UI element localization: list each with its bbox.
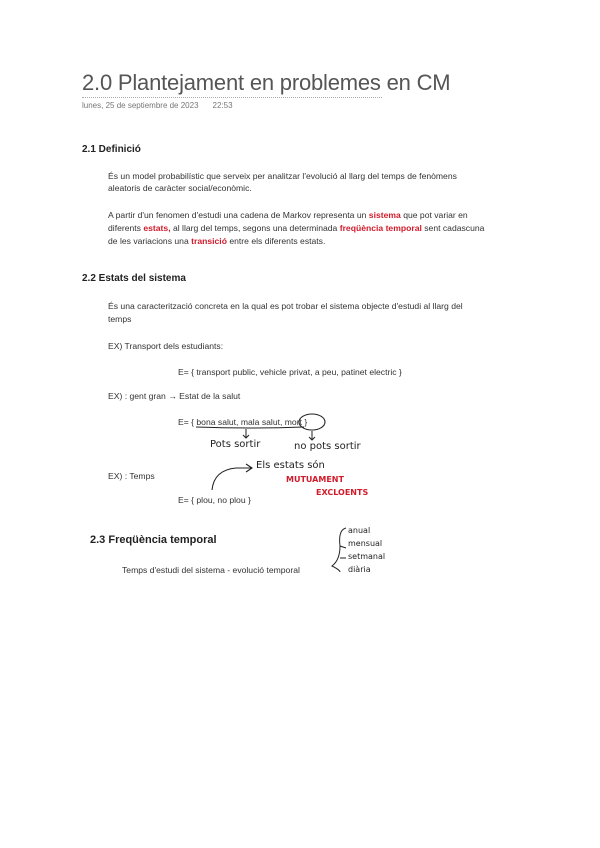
handwritten-estats-son: Els estats són (256, 460, 325, 471)
s21-p2-text: al llarg del temps, segons una determinada (170, 223, 340, 233)
example-2-label: EX) : gent gran → Estat de la salut (108, 391, 241, 401)
handwritten-mensual: mensual (348, 539, 383, 548)
keyword-transicio: transició (191, 236, 227, 246)
section-2-1-heading: 2.1 Definició (82, 144, 141, 155)
s21-line1: És un model probabilístic que serveix per analitzar l'evolució al llarg del temps de fenòmens (108, 171, 457, 181)
example-1-label: EX) Transport dels estudiants: (108, 341, 224, 351)
s22-line1: És una caracterització concreta en la qual es pot trobar el sistema objecte d'estudi al llarg del (108, 301, 463, 311)
handwritten-pots-sortir: Pots sortir (210, 439, 261, 450)
s21-line2: aleatoris de caràcter social/econòmic. (108, 183, 252, 193)
s21-p2-text: que pot variar en (400, 210, 468, 220)
keyword-sistema: sistema (368, 210, 401, 220)
brace-tick (340, 546, 346, 558)
underline-stroke (196, 427, 304, 428)
s23-line1: Temps d'estudi del sistema - evolució temporal (122, 565, 300, 575)
handwritten-setmanal: setmanal (348, 552, 386, 561)
s21-p2-text: entre els diferents estats. (226, 236, 326, 246)
handwritten-excloents: EXCLOENTS (316, 488, 369, 497)
arrow-down-icon (309, 431, 315, 440)
section-2-3-heading: 2.3 Freqüència temporal (90, 534, 217, 546)
example-1-set: E= { transport public, vehicle privat, a peu, patinet electric } (178, 367, 402, 377)
page-title: 2.0 Plantejament en problemes en CM (82, 70, 451, 95)
example-2-set: E= { bona salut, mala salut, mort } (178, 417, 308, 427)
circle-mort (299, 414, 325, 430)
handwritten-mutuament: MUTUAMENT (286, 475, 344, 484)
arrow-curve-icon (212, 468, 252, 490)
example-3-label: EX) : Temps (108, 471, 155, 481)
time-text: 22:53 (212, 101, 233, 110)
arrow-down-icon (243, 429, 249, 438)
s21-p2-text: diferents (108, 223, 144, 233)
handwritten-diaria: diària (348, 565, 371, 574)
keyword-estats: estats, (143, 223, 171, 233)
s21-p2-text: sent cadascuna (421, 223, 485, 233)
s21-p2-text: A partir d'un fenomen d'estudi una cadena de Markov representa un (108, 210, 369, 220)
keyword-frequencia: freqüència temporal (339, 223, 422, 233)
s21-p2-text: de les variacions una (108, 236, 192, 246)
handwritten-no-pots-sortir: no pots sortir (294, 441, 361, 452)
brace-icon (332, 528, 346, 572)
date-text: lunes, 25 de septiembre de 2023 (82, 101, 199, 110)
example-3-set: E= { plou, no plou } (178, 495, 251, 505)
s22-line2: temps (108, 314, 132, 324)
section-2-2-heading: 2.2 Estats del sistema (82, 273, 186, 284)
handwritten-anual: anual (348, 526, 371, 535)
